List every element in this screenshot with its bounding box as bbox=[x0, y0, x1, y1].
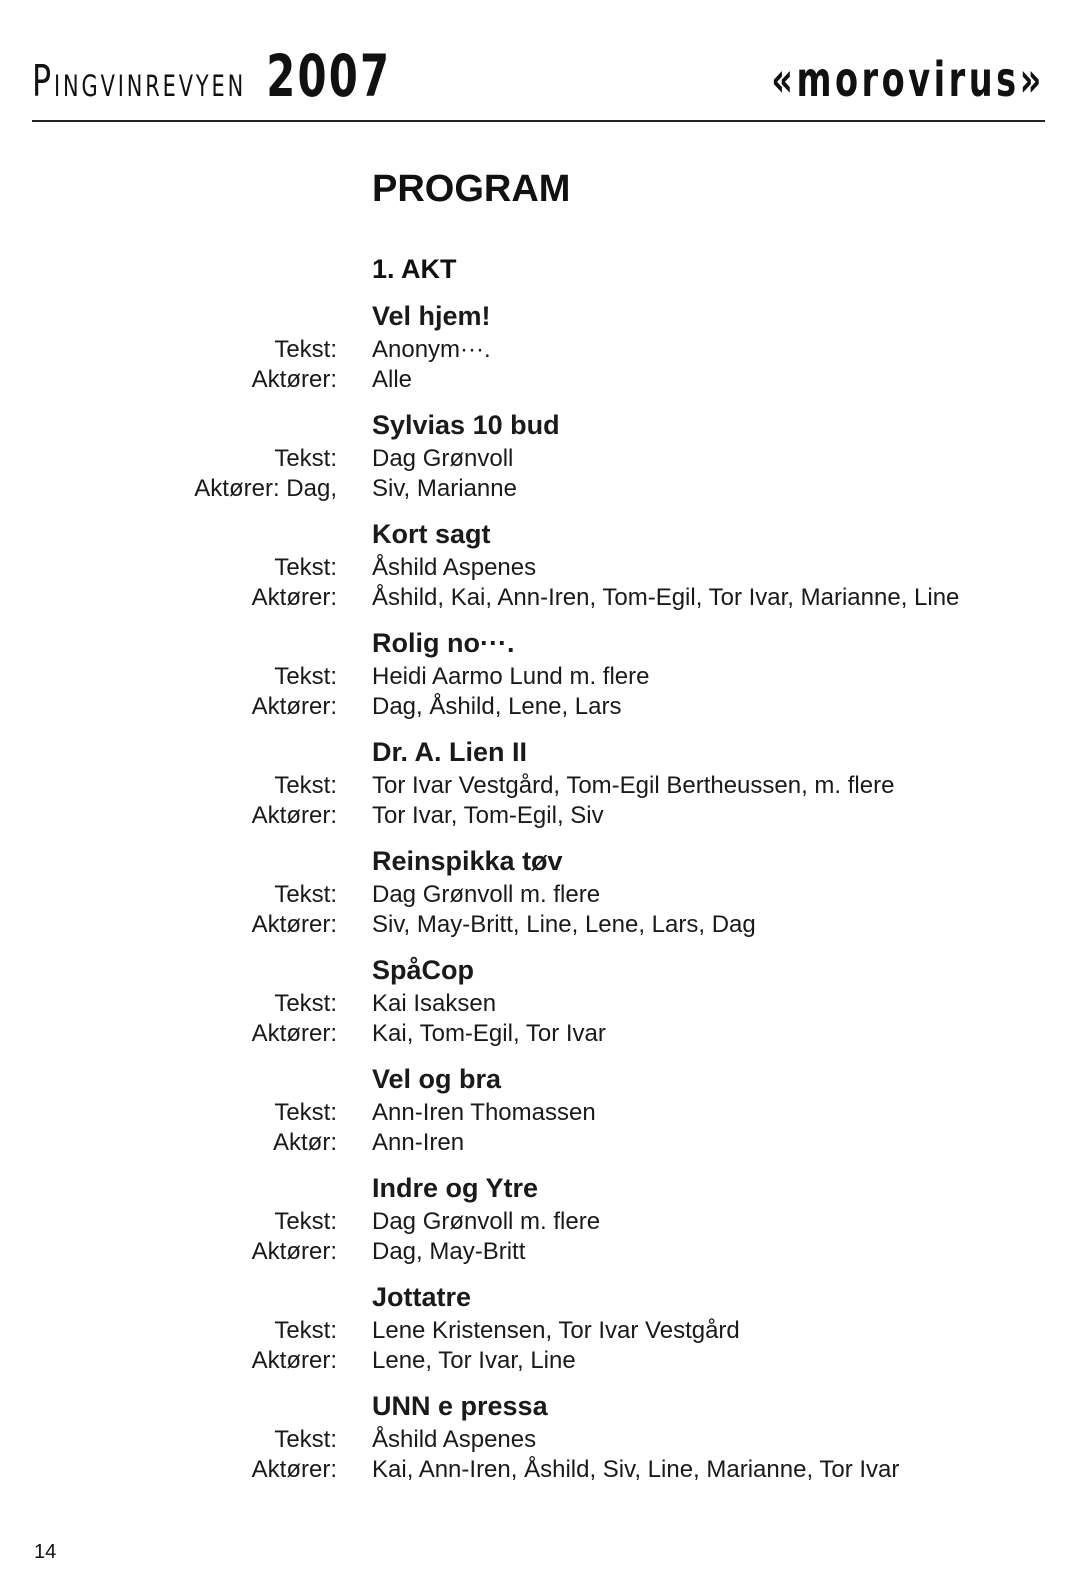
act-item-actors-row bbox=[0, 1237, 1077, 1267]
act-item-actors-row bbox=[0, 1346, 1077, 1376]
actors-label: Aktører: bbox=[251, 366, 337, 393]
text-value: Dag Grønvoll m. flere bbox=[372, 1208, 601, 1235]
act-item-actors-row bbox=[0, 1455, 1077, 1485]
text-value: Tor Ivar Vestgård, Tom-Egil Bertheussen, m. flere bbox=[372, 772, 895, 799]
text-value: Åshild Aspenes bbox=[372, 1426, 537, 1453]
act-item-title: Reinspikka tøv bbox=[372, 846, 563, 876]
act-item bbox=[0, 1063, 1077, 1172]
actors-label: Aktører: bbox=[251, 911, 337, 938]
actors-label: Aktører: bbox=[251, 693, 337, 720]
act-item bbox=[0, 300, 1077, 409]
act-item-title: Jottatre bbox=[372, 1282, 472, 1312]
text-label: Tekst: bbox=[274, 336, 337, 363]
act-item bbox=[0, 736, 1077, 845]
act-item-title: Rolig no···. bbox=[372, 628, 515, 658]
act-item-text-row bbox=[0, 1425, 1077, 1455]
actors-value: Dag, May-Britt bbox=[372, 1238, 526, 1265]
text-label: Tekst: bbox=[274, 881, 337, 908]
text-value: Dag Grønvoll m. flere bbox=[372, 881, 601, 908]
act-item-text-row bbox=[0, 1207, 1077, 1237]
act-item-title: Indre og Ytre bbox=[372, 1173, 539, 1203]
act-item-text-row bbox=[0, 1098, 1077, 1128]
act-item bbox=[0, 518, 1077, 627]
act-item-text-row bbox=[0, 771, 1077, 801]
text-label: Tekst: bbox=[274, 1099, 337, 1126]
act-item-actors-row bbox=[0, 365, 1077, 395]
act-item-title: Sylvias 10 bud bbox=[372, 410, 560, 440]
actors-label: Aktør: bbox=[273, 1129, 337, 1156]
text-label: Tekst: bbox=[274, 445, 337, 472]
act-item-title: Vel og bra bbox=[372, 1064, 502, 1094]
actors-label: Aktører: bbox=[251, 1456, 337, 1483]
act-item-text-row bbox=[0, 662, 1077, 692]
text-label: Tekst: bbox=[274, 1426, 337, 1453]
act-item-title: Dr. A. Lien II bbox=[372, 737, 528, 767]
act-item-title: Vel hjem! bbox=[372, 301, 491, 331]
text-value: Heidi Aarmo Lund m. flere bbox=[372, 663, 650, 690]
actors-value: Tor Ivar, Tom-Egil, Siv bbox=[372, 802, 604, 829]
act-title: 1. AKT bbox=[372, 254, 457, 284]
program-title: PROGRAM bbox=[372, 168, 571, 210]
page-header bbox=[32, 30, 1045, 122]
actors-value: Dag, Åshild, Lene, Lars bbox=[372, 693, 622, 720]
revue-name bbox=[32, 42, 391, 110]
act-item bbox=[0, 845, 1077, 954]
actors-value: Siv, Marianne bbox=[372, 475, 517, 502]
actors-value: Siv, May-Britt, Line, Lene, Lars, Dag bbox=[372, 911, 756, 938]
act-item-title: Kort sagt bbox=[372, 519, 491, 549]
act-list bbox=[0, 300, 1077, 1499]
act-item-actors-row bbox=[0, 474, 1077, 504]
page-number: 14 bbox=[34, 1541, 57, 1563]
revue-name-rest: INGVINREVYEN bbox=[53, 69, 247, 103]
act-item-text-row bbox=[0, 335, 1077, 365]
text-value: Kai Isaksen bbox=[372, 990, 497, 1017]
act-item-actors-row bbox=[0, 692, 1077, 722]
act-item-text-row bbox=[0, 1316, 1077, 1346]
revue-subtitle: «morovirus» bbox=[771, 52, 1045, 108]
act-item-actors-row bbox=[0, 1019, 1077, 1049]
act-item-text-row bbox=[0, 989, 1077, 1019]
actors-label: Aktører: bbox=[251, 1020, 337, 1047]
text-value: Ann-Iren Thomassen bbox=[372, 1099, 596, 1126]
revue-year: 2007 bbox=[266, 42, 392, 110]
act-item-actors-row bbox=[0, 1128, 1077, 1158]
actors-value: Lene, Tor Ivar, Line bbox=[372, 1347, 576, 1374]
actors-label: Aktører: bbox=[251, 1347, 337, 1374]
act-item bbox=[0, 954, 1077, 1063]
actors-value: Kai, Tom-Egil, Tor Ivar bbox=[372, 1020, 606, 1047]
act-item bbox=[0, 627, 1077, 736]
act-item bbox=[0, 1281, 1077, 1390]
actors-label: Aktører: bbox=[251, 1238, 337, 1265]
act-item-text-row bbox=[0, 444, 1077, 474]
text-label: Tekst: bbox=[274, 772, 337, 799]
text-label: Tekst: bbox=[274, 1317, 337, 1344]
text-value: Dag Grønvoll bbox=[372, 445, 514, 472]
actors-value: Åshild, Kai, Ann-Iren, Tom-Egil, Tor Ivar, Marianne, Line bbox=[372, 584, 960, 611]
text-value: Åshild Aspenes bbox=[372, 554, 537, 581]
act-item bbox=[0, 1390, 1077, 1499]
act-item-actors-row bbox=[0, 583, 1077, 613]
actors-value: Alle bbox=[372, 366, 413, 393]
actors-label: Aktører: bbox=[251, 802, 337, 829]
text-label: Tekst: bbox=[274, 663, 337, 690]
actors-value: Ann-Iren bbox=[372, 1129, 465, 1156]
actors-label: Aktører: bbox=[251, 584, 337, 611]
text-label: Tekst: bbox=[274, 990, 337, 1017]
act-item-actors-row bbox=[0, 910, 1077, 940]
act-item-text-row bbox=[0, 553, 1077, 583]
act-item-title: SpåCop bbox=[372, 955, 475, 985]
act-item-title: UNN e pressa bbox=[372, 1391, 548, 1421]
act-item-actors-row bbox=[0, 801, 1077, 831]
text-value: Anonym···. bbox=[372, 336, 491, 363]
actors-value: Kai, Ann-Iren, Åshild, Siv, Line, Marianne, Tor Ivar bbox=[372, 1456, 900, 1483]
act-item bbox=[0, 1172, 1077, 1281]
act-item-text-row bbox=[0, 880, 1077, 910]
revue-name-initial: P bbox=[32, 56, 54, 107]
text-value: Lene Kristensen, Tor Ivar Vestgård bbox=[372, 1317, 740, 1344]
text-label: Tekst: bbox=[274, 1208, 337, 1235]
actors-label: Aktører: Dag, bbox=[194, 475, 337, 502]
act-item bbox=[0, 409, 1077, 518]
text-label: Tekst: bbox=[274, 554, 337, 581]
